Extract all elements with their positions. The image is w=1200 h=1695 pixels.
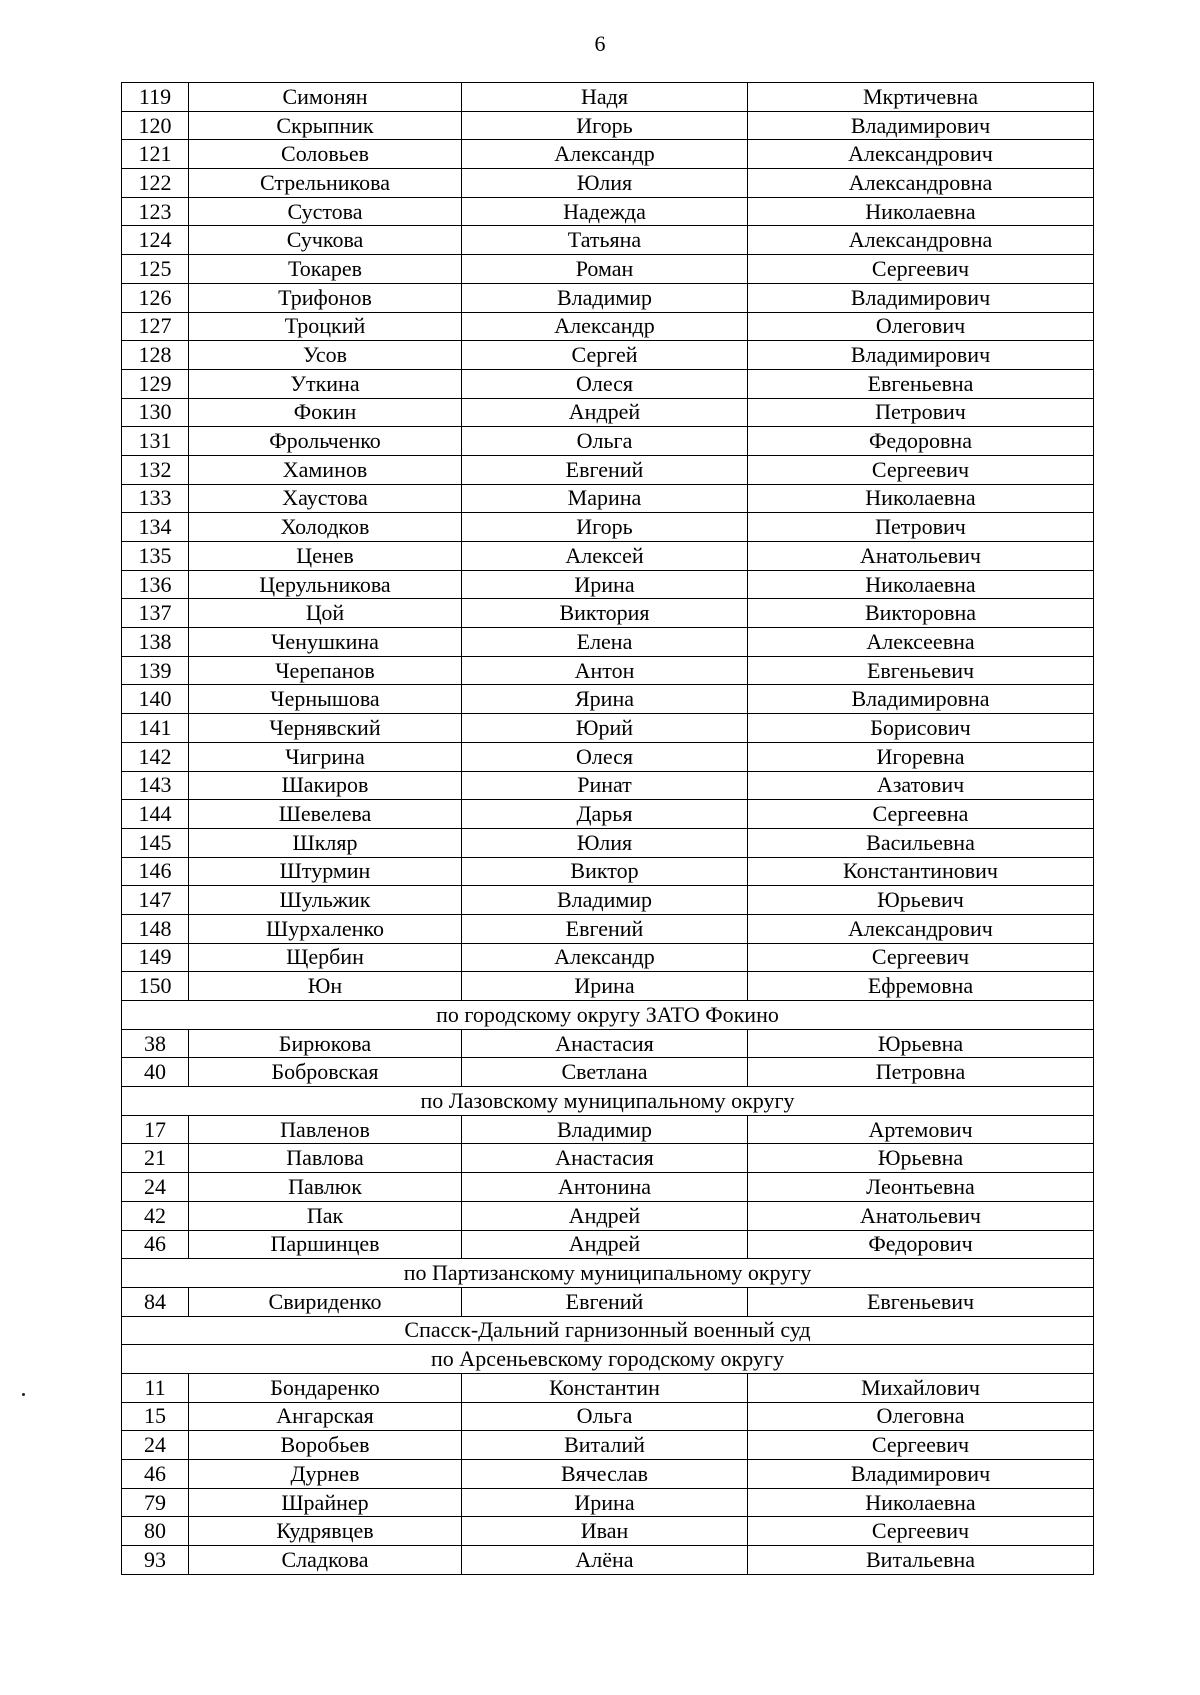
first-name: Александр	[462, 943, 748, 972]
first-name: Надя	[462, 83, 748, 112]
first-name: Андрей	[462, 1230, 748, 1259]
patronymic: Александровна	[748, 226, 1094, 255]
last-name: Фрольченко	[189, 427, 462, 456]
patronymic: Федорович	[748, 1230, 1094, 1259]
table-row	[122, 1546, 1094, 1575]
row-number: 134	[122, 513, 189, 542]
page-number: 6	[594, 31, 606, 56]
table-row	[122, 972, 1094, 1001]
row-number: 140	[122, 685, 189, 714]
last-name: Шульжик	[189, 886, 462, 915]
patronymic: Витальевна	[748, 1546, 1094, 1575]
table-row	[122, 943, 1094, 972]
last-name: Пак	[189, 1201, 462, 1230]
first-name: Владимир	[462, 283, 748, 312]
first-name: Марина	[462, 484, 748, 513]
patronymic: Игоревна	[748, 742, 1094, 771]
last-name: Сучкова	[189, 226, 462, 255]
last-name: Токарев	[189, 255, 462, 284]
first-name: Владимир	[462, 1115, 748, 1144]
patronymic: Владимирович	[748, 111, 1094, 140]
first-name: Сергей	[462, 341, 748, 370]
first-name: Елена	[462, 628, 748, 657]
row-number: 124	[122, 226, 189, 255]
patronymic: Владимирович	[748, 341, 1094, 370]
table-row	[122, 1517, 1094, 1546]
last-name: Воробьев	[189, 1431, 462, 1460]
table-row	[122, 1460, 1094, 1489]
table-row	[122, 771, 1094, 800]
row-number: 135	[122, 542, 189, 571]
row-number: 15	[122, 1402, 189, 1431]
patronymic: Петрович	[748, 398, 1094, 427]
last-name: Паршинцев	[189, 1230, 462, 1259]
first-name: Олеся	[462, 742, 748, 771]
row-number: 46	[122, 1230, 189, 1259]
first-name: Антон	[462, 656, 748, 685]
patronymic: Владимирович	[748, 1460, 1094, 1489]
first-name: Светлана	[462, 1058, 748, 1087]
section-row	[122, 1087, 1094, 1116]
patronymic: Сергеевич	[748, 1431, 1094, 1460]
table-row	[122, 1431, 1094, 1460]
last-name: Шкляр	[189, 828, 462, 857]
last-name: Сустова	[189, 197, 462, 226]
patronymic: Петрович	[748, 513, 1094, 542]
last-name: Кудрявцев	[189, 1517, 462, 1546]
row-number: 137	[122, 599, 189, 628]
patronymic: Николаевна	[748, 484, 1094, 513]
row-number: 120	[122, 111, 189, 140]
first-name: Александр	[462, 312, 748, 341]
table-row	[122, 886, 1094, 915]
patronymic: Сергеевич	[748, 255, 1094, 284]
patronymic: Александрович	[748, 914, 1094, 943]
patronymic: Петровна	[748, 1058, 1094, 1087]
row-number: 126	[122, 283, 189, 312]
row-number: 38	[122, 1029, 189, 1058]
last-name: Чернышова	[189, 685, 462, 714]
last-name: Дурнев	[189, 1460, 462, 1489]
row-number: 123	[122, 197, 189, 226]
row-number: 142	[122, 742, 189, 771]
section-row	[122, 1259, 1094, 1288]
patronymic: Константинович	[748, 857, 1094, 886]
table-row	[122, 369, 1094, 398]
first-name: Виктор	[462, 857, 748, 886]
last-name: Ценев	[189, 542, 462, 571]
row-number: 127	[122, 312, 189, 341]
patronymic: Артемович	[748, 1115, 1094, 1144]
last-name: Штурмин	[189, 857, 462, 886]
table-row	[122, 742, 1094, 771]
first-name: Олеся	[462, 369, 748, 398]
patronymic: Александровна	[748, 169, 1094, 198]
section-title: по Партизанскому муниципальному округу	[122, 1259, 1094, 1288]
table-row	[122, 255, 1094, 284]
last-name: Чигрина	[189, 742, 462, 771]
patronymic: Анатольевич	[748, 1201, 1094, 1230]
table-row	[122, 599, 1094, 628]
last-name: Бирюкова	[189, 1029, 462, 1058]
table-row	[122, 197, 1094, 226]
last-name: Церульникова	[189, 570, 462, 599]
row-number: 21	[122, 1144, 189, 1173]
last-name: Хаминов	[189, 455, 462, 484]
row-number: 149	[122, 943, 189, 972]
patronymic: Мкртичевна	[748, 83, 1094, 112]
table-row	[122, 542, 1094, 571]
table-row	[122, 1402, 1094, 1431]
table-row	[122, 283, 1094, 312]
last-name: Юн	[189, 972, 462, 1001]
patronymic: Анатольевич	[748, 542, 1094, 571]
row-number: 84	[122, 1287, 189, 1316]
table-row	[122, 1144, 1094, 1173]
table-row	[122, 857, 1094, 886]
patronymic: Федоровна	[748, 427, 1094, 456]
table-row	[122, 1115, 1094, 1144]
patronymic: Михайлович	[748, 1373, 1094, 1402]
row-number: 131	[122, 427, 189, 456]
table-row	[122, 455, 1094, 484]
patronymic: Владимировна	[748, 685, 1094, 714]
table-row	[122, 513, 1094, 542]
table-row	[122, 312, 1094, 341]
row-number: 145	[122, 828, 189, 857]
first-name: Виталий	[462, 1431, 748, 1460]
row-number: 139	[122, 656, 189, 685]
first-name: Игорь	[462, 513, 748, 542]
first-name: Анастасия	[462, 1029, 748, 1058]
first-name: Виктория	[462, 599, 748, 628]
first-name: Ольга	[462, 1402, 748, 1431]
row-number: 42	[122, 1201, 189, 1230]
row-number: 128	[122, 341, 189, 370]
last-name: Бобровская	[189, 1058, 462, 1087]
first-name: Юлия	[462, 828, 748, 857]
first-name: Константин	[462, 1373, 748, 1402]
row-number: 122	[122, 169, 189, 198]
patronymic: Олеговна	[748, 1402, 1094, 1431]
section-title: по городскому округу ЗАТО Фокино	[122, 1001, 1094, 1030]
table-row	[122, 1287, 1094, 1316]
patronymic: Олегович	[748, 312, 1094, 341]
row-number: 93	[122, 1546, 189, 1575]
first-name: Анастасия	[462, 1144, 748, 1173]
row-number: 136	[122, 570, 189, 599]
last-name: Шакиров	[189, 771, 462, 800]
last-name: Павлюк	[189, 1173, 462, 1202]
row-number: 150	[122, 972, 189, 1001]
patronymic: Евгеньевна	[748, 369, 1094, 398]
last-name: Соловьев	[189, 140, 462, 169]
patronymic: Сергеевич	[748, 943, 1094, 972]
last-name: Холодков	[189, 513, 462, 542]
patronymic: Борисович	[748, 714, 1094, 743]
first-name: Иван	[462, 1517, 748, 1546]
table-row	[122, 828, 1094, 857]
row-number: 141	[122, 714, 189, 743]
last-name: Симонян	[189, 83, 462, 112]
last-name: Трифонов	[189, 283, 462, 312]
first-name: Юлия	[462, 169, 748, 198]
row-number: 148	[122, 914, 189, 943]
patronymic: Юрьевна	[748, 1144, 1094, 1173]
table-row	[122, 140, 1094, 169]
first-name: Ярина	[462, 685, 748, 714]
last-name: Черепанов	[189, 656, 462, 685]
first-name: Алёна	[462, 1546, 748, 1575]
table-row	[122, 1201, 1094, 1230]
first-name: Надежда	[462, 197, 748, 226]
row-number: 146	[122, 857, 189, 886]
patronymic: Владимирович	[748, 283, 1094, 312]
table-row	[122, 1373, 1094, 1402]
first-name: Игорь	[462, 111, 748, 140]
register-table	[121, 82, 1094, 1575]
row-number: 80	[122, 1517, 189, 1546]
first-name: Александр	[462, 140, 748, 169]
table-row	[122, 1488, 1094, 1517]
table-row	[122, 1029, 1094, 1058]
first-name: Евгений	[462, 455, 748, 484]
table-row	[122, 656, 1094, 685]
patronymic: Васильевна	[748, 828, 1094, 857]
patronymic: Николаевна	[748, 570, 1094, 599]
table-row	[122, 398, 1094, 427]
table-row	[122, 628, 1094, 657]
first-name: Татьяна	[462, 226, 748, 255]
last-name: Павленов	[189, 1115, 462, 1144]
first-name: Дарья	[462, 800, 748, 829]
table-row	[122, 800, 1094, 829]
table-row	[122, 570, 1094, 599]
table-row	[122, 914, 1094, 943]
first-name: Роман	[462, 255, 748, 284]
patronymic: Сергеевич	[748, 1517, 1094, 1546]
patronymic: Сергеевна	[748, 800, 1094, 829]
first-name: Андрей	[462, 398, 748, 427]
first-name: Вячеслав	[462, 1460, 748, 1489]
last-name: Ангарская	[189, 1402, 462, 1431]
section-row	[122, 1316, 1094, 1345]
last-name: Стрельникова	[189, 169, 462, 198]
section-title: по Арсеньевскому городскому округу	[122, 1345, 1094, 1374]
last-name: Скрыпник	[189, 111, 462, 140]
row-number: 119	[122, 83, 189, 112]
row-number: 121	[122, 140, 189, 169]
last-name: Хаустова	[189, 484, 462, 513]
table-row	[122, 341, 1094, 370]
last-name: Ченушкина	[189, 628, 462, 657]
patronymic: Викторовна	[748, 599, 1094, 628]
first-name: Ирина	[462, 1488, 748, 1517]
first-name: Евгений	[462, 1287, 748, 1316]
last-name: Шрайнер	[189, 1488, 462, 1517]
last-name: Уткина	[189, 369, 462, 398]
first-name: Антонина	[462, 1173, 748, 1202]
row-number: 129	[122, 369, 189, 398]
patronymic: Евгеньевич	[748, 656, 1094, 685]
last-name: Троцкий	[189, 312, 462, 341]
patronymic: Ефремовна	[748, 972, 1094, 1001]
first-name: Алексей	[462, 542, 748, 571]
patronymic: Евгеньевич	[748, 1287, 1094, 1316]
last-name: Шевелева	[189, 800, 462, 829]
patronymic: Азатович	[748, 771, 1094, 800]
table-row	[122, 484, 1094, 513]
last-name: Цой	[189, 599, 462, 628]
table-row	[122, 427, 1094, 456]
row-number: 24	[122, 1431, 189, 1460]
table-row	[122, 1230, 1094, 1259]
first-name: Юрий	[462, 714, 748, 743]
section-row	[122, 1001, 1094, 1030]
table-row	[122, 1058, 1094, 1087]
table-row	[122, 714, 1094, 743]
row-number: 132	[122, 455, 189, 484]
patronymic: Николаевна	[748, 1488, 1094, 1517]
patronymic: Алексеевна	[748, 628, 1094, 657]
last-name: Чернявский	[189, 714, 462, 743]
last-name: Щербин	[189, 943, 462, 972]
table-row	[122, 83, 1094, 112]
section-row	[122, 1345, 1094, 1374]
table-row	[122, 169, 1094, 198]
patronymic: Сергеевич	[748, 455, 1094, 484]
register-table-body	[122, 83, 1094, 1575]
last-name: Шурхаленко	[189, 914, 462, 943]
patronymic: Юрьевич	[748, 886, 1094, 915]
row-number: 46	[122, 1460, 189, 1489]
first-name: Ольга	[462, 427, 748, 456]
row-number: 130	[122, 398, 189, 427]
row-number: 138	[122, 628, 189, 657]
last-name: Фокин	[189, 398, 462, 427]
patronymic: Александрович	[748, 140, 1094, 169]
first-name: Ирина	[462, 972, 748, 1001]
patronymic: Леонтьевна	[748, 1173, 1094, 1202]
first-name: Ринат	[462, 771, 748, 800]
section-title: Спасск-Дальний гарнизонный военный суд	[122, 1316, 1094, 1345]
patronymic: Юрьевна	[748, 1029, 1094, 1058]
row-number: 147	[122, 886, 189, 915]
row-number: 17	[122, 1115, 189, 1144]
row-number: 133	[122, 484, 189, 513]
row-number: 144	[122, 800, 189, 829]
scan-speck	[22, 1393, 25, 1396]
row-number: 79	[122, 1488, 189, 1517]
first-name: Владимир	[462, 886, 748, 915]
row-number: 143	[122, 771, 189, 800]
table-row	[122, 685, 1094, 714]
last-name: Бондаренко	[189, 1373, 462, 1402]
last-name: Усов	[189, 341, 462, 370]
section-title: по Лазовскому муниципальному округу	[122, 1087, 1094, 1116]
table-row	[122, 226, 1094, 255]
first-name: Андрей	[462, 1201, 748, 1230]
last-name: Сладкова	[189, 1546, 462, 1575]
first-name: Ирина	[462, 570, 748, 599]
row-number: 125	[122, 255, 189, 284]
table-row	[122, 111, 1094, 140]
row-number: 24	[122, 1173, 189, 1202]
row-number: 11	[122, 1373, 189, 1402]
first-name: Евгений	[462, 914, 748, 943]
table-row	[122, 1173, 1094, 1202]
last-name: Свириденко	[189, 1287, 462, 1316]
patronymic: Николаевна	[748, 197, 1094, 226]
row-number: 40	[122, 1058, 189, 1087]
last-name: Павлова	[189, 1144, 462, 1173]
